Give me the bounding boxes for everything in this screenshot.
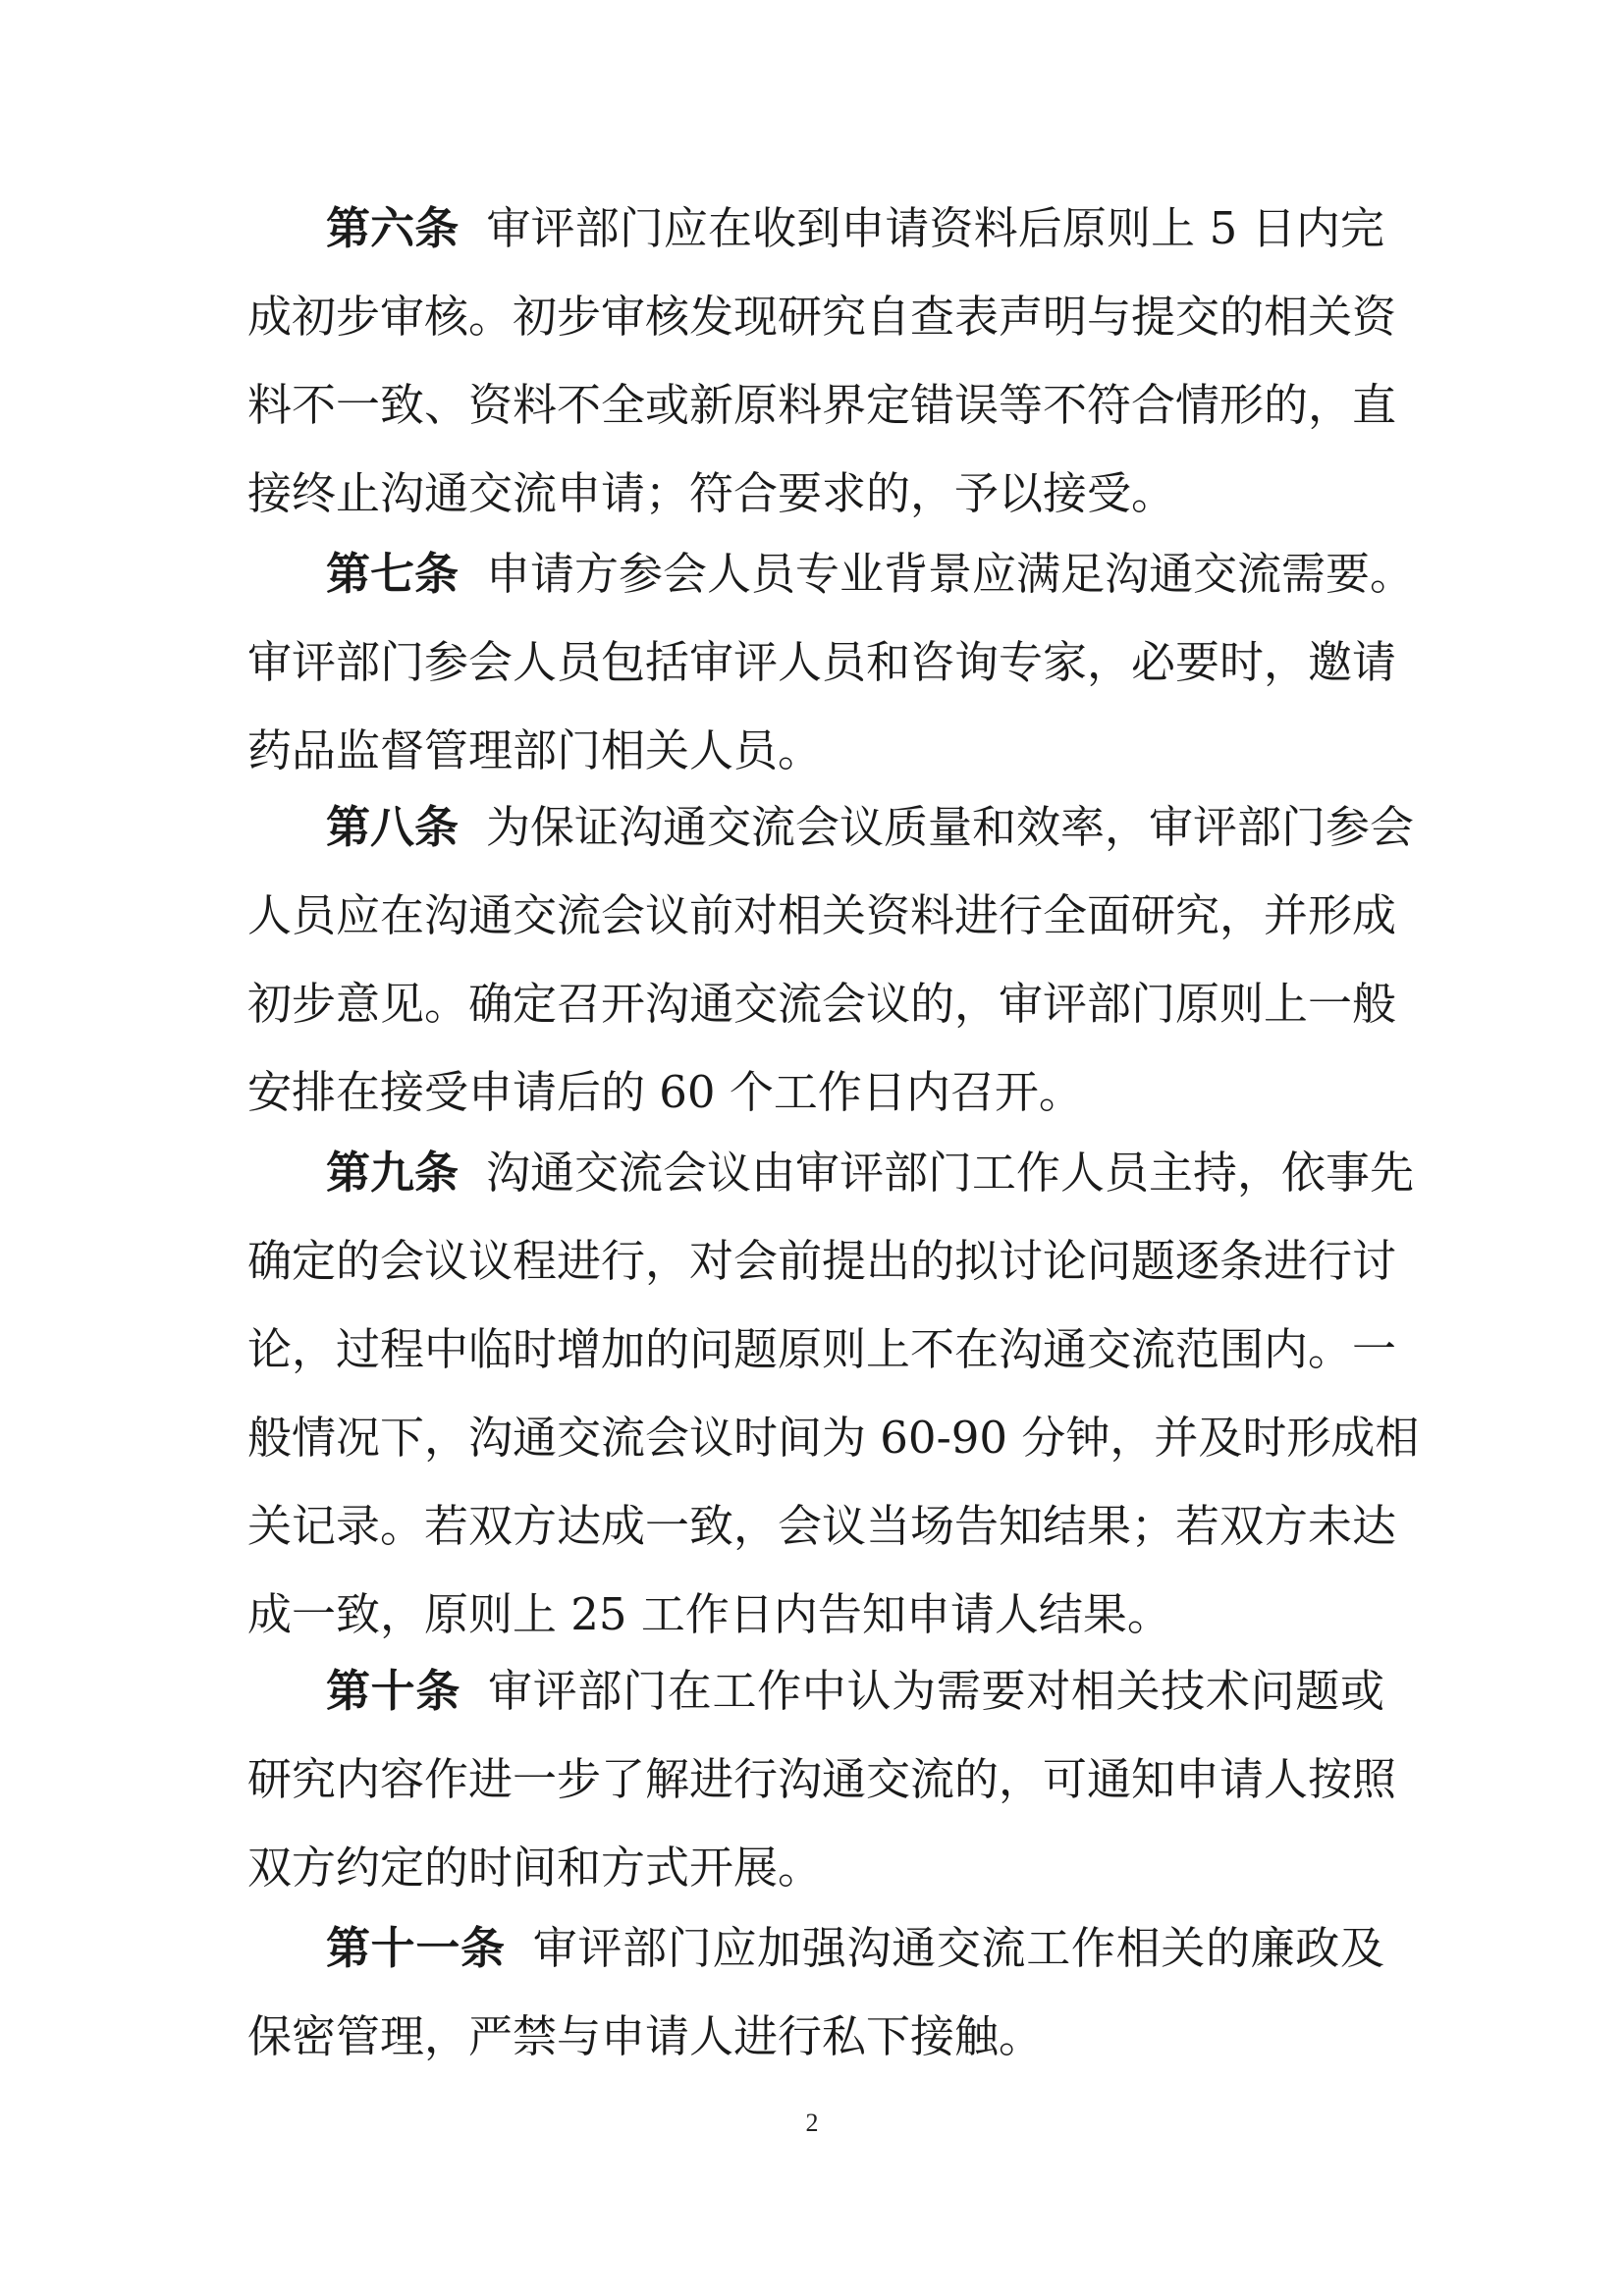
article-line: 成初步审核。初步审核发现研究自查表声明与提交的相关资 xyxy=(247,291,1397,343)
article-line xyxy=(247,1647,1384,1735)
article-line: 双方约定的时间和方式开展。 xyxy=(247,1842,823,1894)
article-11 xyxy=(247,1904,1384,2081)
article-text: 审评部门应在收到申请资料后原则上 5 日内完 xyxy=(486,202,1384,254)
article-line: 接终止沟通交流申请；符合要求的，予以接受。 xyxy=(247,467,1176,519)
article-line: 论，过程中临时增加的问题原则上不在沟通交流范围内。一 xyxy=(247,1323,1397,1375)
article-line: 人员应在沟通交流会议前对相关资料进行全面研究，并形成 xyxy=(247,889,1397,941)
article-heading: 第九条 xyxy=(326,1147,460,1199)
article-line: 初步意见。确定召开沟通交流会议的，审评部门原则上一般 xyxy=(247,978,1397,1030)
article-line xyxy=(247,1129,1415,1217)
article-line: 确定的会议议程进行，对会前提出的拟讨论问题逐条进行讨 xyxy=(247,1235,1397,1287)
article-line: 研究内容作进一步了解进行沟通交流的，可通知申请人按照 xyxy=(247,1753,1397,1805)
article-heading: 第六条 xyxy=(326,202,460,254)
article-line: 关记录。若双方达成一致，会议当场告知结果；若双方未达 xyxy=(247,1500,1397,1552)
article-9 xyxy=(247,1129,1420,1659)
article-line xyxy=(247,530,1415,618)
article-line: 审评部门参会人员包括审评人员和咨询专家，必要时，邀请 xyxy=(247,636,1397,688)
article-text: 沟通交流会议由审评部门工作人员主持，依事先 xyxy=(486,1147,1415,1199)
article-line xyxy=(247,1904,1384,1993)
article-line xyxy=(247,783,1415,872)
article-heading: 第十一条 xyxy=(326,1922,506,1974)
article-8 xyxy=(247,783,1415,1137)
article-10 xyxy=(247,1647,1397,1912)
article-line: 般情况下，沟通交流会议时间为 60-90 分钟，并及时形成相 xyxy=(247,1412,1420,1464)
article-text: 审评部门在工作中认为需要对相关技术问题或 xyxy=(488,1665,1384,1717)
article-text: 为保证沟通交流会议质量和效率，审评部门参会 xyxy=(486,801,1415,853)
article-line: 保密管理，严禁与申请人进行私下接触。 xyxy=(247,2010,1044,2062)
article-line: 安排在接受申请后的 60 个工作日内召开。 xyxy=(247,1066,1083,1118)
article-line xyxy=(247,185,1384,273)
article-6 xyxy=(247,185,1397,538)
article-text: 申请方参会人员专业背景应满足沟通交流需要。 xyxy=(486,548,1415,600)
article-line: 成一致，原则上 25 工作日内告知申请人结果。 xyxy=(247,1588,1171,1640)
article-line: 料不一致、资料不全或新原料界定错误等不符合情形的，直 xyxy=(247,379,1397,431)
article-7 xyxy=(247,530,1415,795)
article-line: 药品监督管理部门相关人员。 xyxy=(247,724,823,776)
article-heading: 第八条 xyxy=(326,801,460,853)
article-text: 审评部门应加强沟通交流工作相关的廉政及 xyxy=(532,1922,1384,1974)
article-heading: 第十条 xyxy=(326,1665,461,1717)
page-number: 2 xyxy=(805,2109,819,2137)
article-heading: 第七条 xyxy=(326,548,460,600)
